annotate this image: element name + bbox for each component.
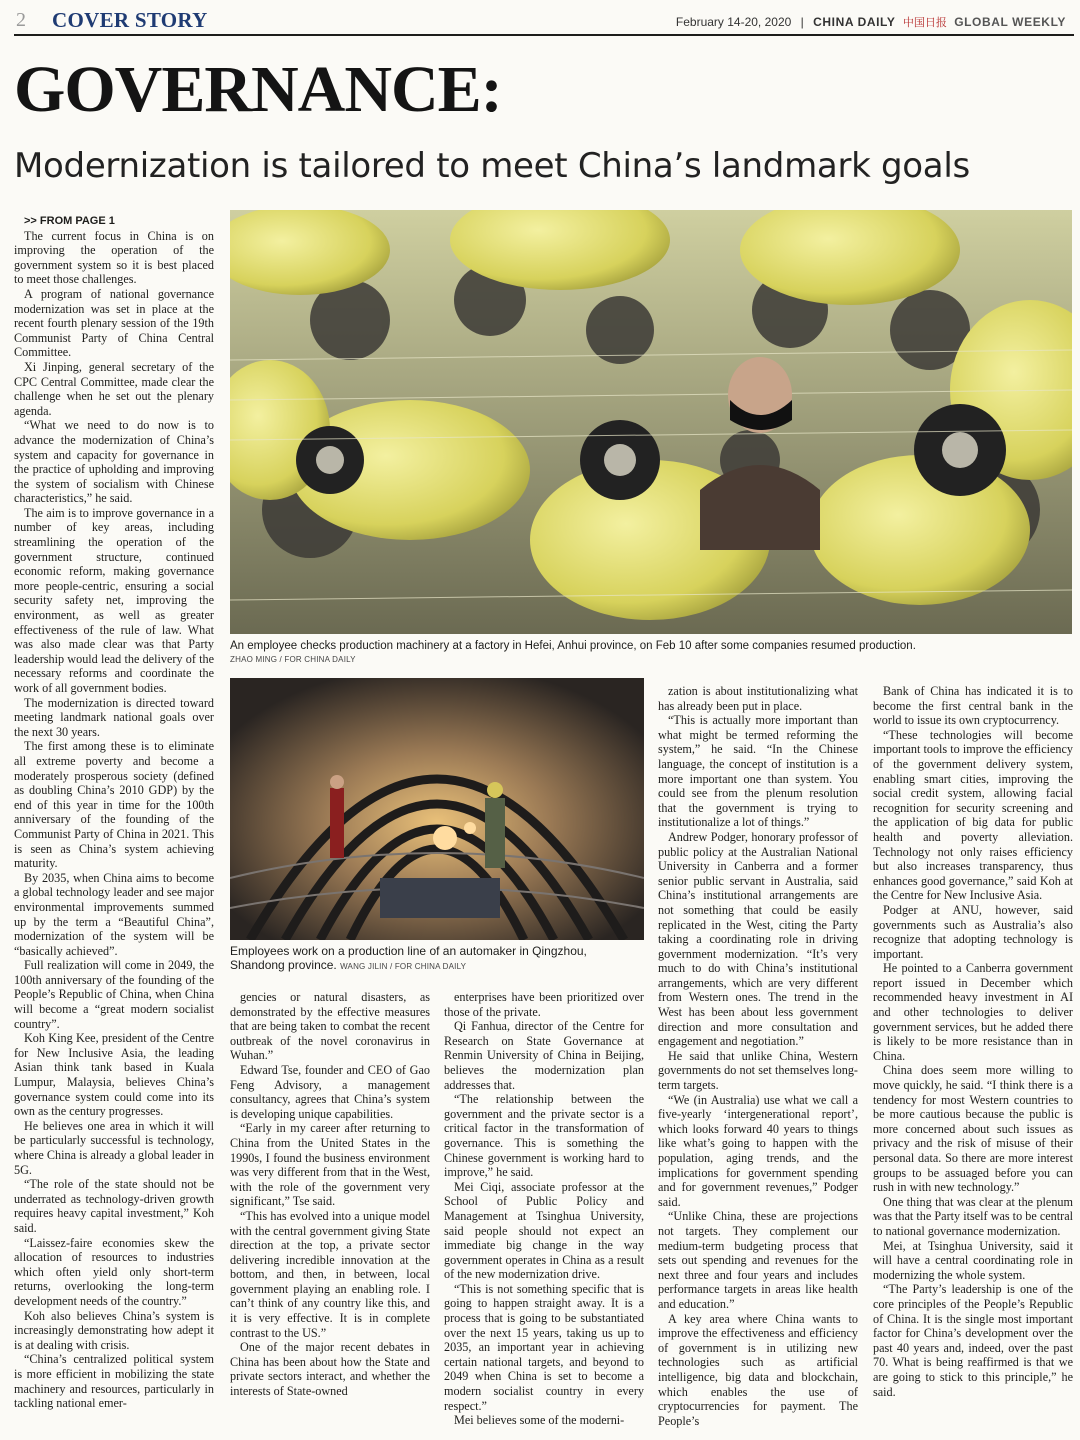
- article-paragraph: Mei Ciqi, associate professor at the School of Public Policy and Management at Tsinghua University, said people should not expect an immediate big change in the way government operates in China as a result of the new modernization drive.: [444, 1179, 644, 1282]
- article-paragraph: Koh King Kee, president of the Centre for New Inclusive Asia, the leading Asian think tank based in Kuala Lumpur, Malaysia, believes China’s governance system could come into its own as the century progresses.: [14, 1031, 214, 1119]
- article-paragraph: “The relationship between the government and the private sector is a critical factor in the transformation of governance. This is something the Chinese government is working hard to improve,” he said.: [444, 1092, 644, 1180]
- article-paragraph: “China’s centralized political system is more efficient in mobilizing the state machinery and resources, particularly in tackling national emer-: [14, 1352, 214, 1411]
- article-paragraph: enterprises have been prioritized over those of the private.: [444, 990, 644, 1019]
- article-paragraph: “The role of the state should not be underrated as technology-driven growth requires heavy capital investment,” Koh said.: [14, 1177, 214, 1235]
- subheadline: Modernization is tailored to meet China’s landmark goals: [14, 146, 970, 186]
- article-paragraph: “We (in Australia) use what we call a five-yearly ‘intergenerational report’, which looks forward 40 years to things like what’s going to happen with the population, aging trends, and the implications for government spending and for government revenues,” Podger said.: [658, 1092, 858, 1209]
- article-paragraph: Mei believes some of the moderni-: [454, 1413, 625, 1428]
- article-paragraph: Qi Fanhua, director of the Centre for Research on State Governance at Renmin University of China in Beijing, believes the modernization plan addresses that.: [444, 1019, 644, 1092]
- automaker-production-line-image: [230, 678, 644, 940]
- issue-date: February 14-20, 2020: [675, 15, 792, 29]
- publication-name-chinese: 中国日报: [902, 17, 947, 29]
- article-paragraph: Xi Jinping, general secretary of the CPC Central Committee, made clear the challenge when he set out the plenary agenda.: [14, 359, 214, 418]
- article-paragraph: “This has evolved into a unique model with the central government giving State direction at the top, a private sector delivering incredible innovation at the bottom, and then, in between, local government playing an enabling role. I can’t think of any country like this, and it is very effective. It is in complete contrast to the US.”: [230, 1208, 430, 1340]
- article-paragraph: Edward Tse, founder and CEO of Gao Feng Advisory, a management consultancy, agrees that China’s system is developing unique capabilities.: [230, 1062, 430, 1121]
- article-column-3: [444, 990, 644, 1434]
- jump-kicker: >> FROM PAGE 1: [24, 215, 115, 227]
- page-header: [14, 4, 1074, 34]
- article-paragraph: A key area where China wants to improve the effectiveness and efficiency of government is in utilizing new technologies such as artificial intelligence, big data and blockchain, which enables the use of cryptocurrencies for payment. The People’s: [658, 1311, 858, 1428]
- article-paragraph: By 2035, when China aims to become a global technology leader and see major environmental improvements summed up by the term a “Beautiful China”, modernization of the system will be “basically achieved”.: [14, 870, 214, 958]
- article-paragraph: He pointed to a Canberra government report issued in December which recommended heavy investment in AI and other technologies to deliver government services, but he added there is likely to be more resistance than in China.: [873, 961, 1073, 1063]
- header-rule: [14, 34, 1074, 36]
- article-column-1: [14, 214, 214, 1434]
- main-photo-credit: ZHAO MING / FOR CHINA DAILY: [230, 655, 356, 664]
- article-paragraph: He believes one area in which it will be particularly successful is technology, where China is already a global leader in 5G.: [14, 1118, 214, 1177]
- article-paragraph: “These technologies will become important tools to improve the efficiency of the government delivery system, enabling smart cities, improving the social credit system, allowing facial recognition for security screening and the application of big data for public health and poverty alleviation. Technology not only raises efficiency but also increases transparency, thus enhances good governance,” said Koh at the Centre for New Inclusive Asia.: [873, 727, 1073, 903]
- article-paragraph: “This is not something specific that is going to happen straight away. It is a process that is going to be substantiated over the next 15 years, taking us up to 2035, an important year in achieving certain national targets, and beyond to 2049 when China is set to become a modern socialist country in every respect.”: [444, 1281, 644, 1413]
- article-paragraph: One of the major recent debates in China has been about how the State and private sectors interact, and whether the interests of State-owned: [230, 1340, 430, 1399]
- article-paragraph: Mei, at Tsinghua University, said it will have a central coordinating role in modernizing the whole system.: [873, 1238, 1073, 1282]
- second-photo-credit: WANG JILIN / FOR CHINA DAILY: [340, 962, 467, 971]
- article-paragraph: The modernization is directed toward meeting landmark national goals over the next 30 years.: [14, 695, 214, 739]
- article-paragraph: “Unlike China, these are projections not targets. They complement our medium-term budgeting process that sets out spending and revenues for the next three and four years and includes performance targets in areas like health and education.”: [658, 1209, 858, 1311]
- factory-machinery-image: [230, 210, 1072, 634]
- article-paragraph: A program of national governance modernization was set in place at the recent fourth plenary session of the 19th Communist Party of China Central Committee.: [14, 286, 214, 360]
- article-paragraph: The current focus in China is on improving the operation of the government system so it is best placed to meet those challenges.: [14, 228, 214, 287]
- headline: GOVERNANCE:: [14, 53, 502, 126]
- article-paragraph: One thing that was clear at the plenum was that the Party itself was to be central to national governance modernization.: [873, 1194, 1073, 1238]
- article-paragraph: “What we need to do now is to advance the modernization of China’s system and capacity for governance in the practice of upholding and improving the system of socialism with Chinese characteristics,” he said.: [14, 418, 214, 506]
- article-paragraph: “Early in my career after returning to China from the United States in the 1990s, I found the business environment was very different from that in the West, with the role of the government very significant,” Tse said.: [230, 1121, 430, 1209]
- article-paragraph: zation is about institutionalizing what has already been put in place.: [658, 684, 858, 713]
- second-photo-caption-block: [230, 944, 644, 974]
- second-photo: [230, 678, 644, 940]
- article-paragraph: gencies or natural disasters, as demonstrated by the effective measures that are being taken to combat the recent outbreak of the novel coronavirus in Wuhan.”: [230, 990, 430, 1063]
- main-photo: [230, 210, 1072, 634]
- article-paragraph: The aim is to improve governance in a number of key areas, including streamlining the operation of the government structure, continued economic reform, making governance more people-centric, ensuring a social security safety net, improving the environment, as well as greater effectiveness of the rule of law. What was also made clear was that Party leadership would lead the delivery of the necessary reforms and coordinate the work of all government bodies.: [14, 505, 214, 695]
- article-paragraph: He said that unlike China, Western governments do not set themselves long-term targets.: [658, 1048, 858, 1093]
- second-photo-caption: Employees work on a production line of an automaker in Qingzhou, Shandong province.: [230, 944, 587, 972]
- article-paragraph: Bank of China has indicated it is to become the first central bank in the world to issue its own cryptocurrency.: [873, 684, 1073, 728]
- masthead-separator: |: [800, 15, 804, 29]
- article-column-2: [230, 990, 430, 1434]
- edition-name: GLOBAL WEEKLY: [954, 15, 1066, 29]
- main-photo-caption-block: [230, 640, 1072, 666]
- article-paragraph: “Laissez-faire economies skew the allocation of resources to industries which often yield only short-term returns, overlooking the long-term development needs of the country.”: [14, 1235, 214, 1308]
- article-paragraph: “This is actually more important than what might be termed reforming the system,” he said. “In the Chinese language, the concept of institution is a more important one than system. You could see from the plenum resolution that the government is trying to institutionalize a lot of things.”: [658, 713, 858, 830]
- article-paragraph: The first among these is to eliminate all extreme poverty and become a moderately prosperous society (defined as doubling China’s 2010 GDP) by the end of this year in time for the 100th anniversary of the founding of the Communist Party of China in 2021. This is seen as China’s system achieving maturity.: [14, 739, 214, 871]
- section-title: COVER STORY: [52, 8, 208, 32]
- article-paragraph: China does seem more willing to move quickly, he said. “I think there is a tendency for most Western countries to be more cautious because the public is more concerned about such issues as privacy and the risk of misuse of their personal data. So there are more interest groups to be assuaged before you can rush in with new technology.”: [873, 1063, 1073, 1195]
- article-paragraph: Full realization will come in 2049, the 100th anniversary of the founding of the People’s Republic of China, when China will become a “great modern socialist country”.: [14, 958, 214, 1031]
- article-paragraph: Podger at ANU, however, said governments such as Australia’s also recognize that adopting technology is important.: [873, 902, 1073, 961]
- page-number: 2: [16, 9, 26, 31]
- article-paragraph: Andrew Podger, honorary professor of public policy at the Australian National University in Canberra and a former senior public servant in Australia, said China’s institutional arrangements are not something that could be easily replicated in the West, citing the Party taking a coordinating role in driving government modernization. “It’s very much to do with China’s institutional arrangements, which are very different from Western ones. The trend in the West has been about less government direction and more consultation and engagement and negotiation.”: [658, 829, 858, 1049]
- article-paragraph: Koh also believes China’s system is increasingly demonstrating how adept it is at dealing with crisis.: [14, 1308, 214, 1352]
- article-column-4: [658, 684, 858, 1434]
- main-photo-caption: An employee checks production machinery at a factory in Hefei, Anhui province, on Feb 10 after some companies resumed production.: [230, 640, 916, 652]
- article-paragraph: “The Party’s leadership is one of the core principles of the People’s Republic of China. It is the single most important factor for China’s development over the past 40 years and, indeed, over the past 70. What is being reaffirmed is that we are going to stick to this principle,” he said.: [873, 1282, 1073, 1399]
- publication-name: CHINA DAILY: [813, 15, 896, 29]
- article-column-5: [873, 684, 1073, 1434]
- masthead: [676, 14, 1066, 30]
